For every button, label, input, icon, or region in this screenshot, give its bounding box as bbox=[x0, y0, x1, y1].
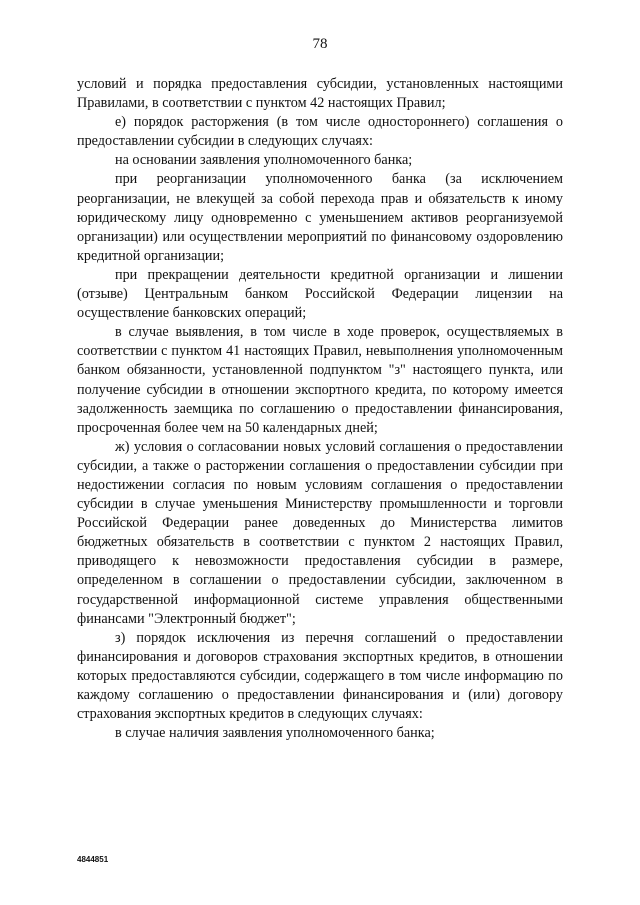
document-body bbox=[77, 75, 563, 743]
page-number: 78 bbox=[312, 36, 328, 52]
paragraph: при реорганизации уполномоченного банка (за исключением реорганизации, не влекущей за собой перехода прав и обязательств к иному юридическому лицу одновременно с уменьшением активов реорганизуемой организации) или осуществлении мероприятий по финансовому оздоровлению кредитной организации; bbox=[77, 171, 563, 264]
paragraph: условий и порядка предоставления субсидии, установленных настоящими Правилами, в соответствии с пунктом 42 настоящих Правил; bbox=[77, 76, 563, 112]
document-code: 4844851 bbox=[77, 855, 109, 864]
paragraph: на основании заявления уполномоченного банка; bbox=[115, 152, 413, 169]
paragraph: ж) условия о согласовании новых условий соглашения о предоставлении субсидии, а также о расторжении соглашения о предоставлении субсидии при недостижении согласия по новым условиям соглашения о предоставлении субсидии в случае уменьшения Министерству промышленности и торговли Российской Федерации ранее доведенных до Министерства лимитов бюджетных обязательств в соответствии с пунктом 2 настоящих Правил, приводящего к невозможности предоставления субсидии в размере, определенном в соглашении о предоставлении субсидии, заключенном в государственной информационной системе управления общественными финансами "Электронный бюджет"; bbox=[77, 438, 563, 627]
paragraph: в случае наличия заявления уполномоченного банка; bbox=[115, 725, 435, 742]
paragraph: з) порядок исключения из перечня соглашений о предоставлении финансирования и договоров страхования экспортных кредитов, в отношении которых предоставляются субсидии, содержащего в том числе информацию по каждому соглашению о предоставлении финансирования и (или) договору страхования экспортных кредитов в следующих случаях: bbox=[77, 629, 563, 723]
paragraph: при прекращении деятельности кредитной организации и лишении (отзыве) Центральным банком Российской Федерации лицензии на осуществление банковских операций; bbox=[77, 266, 563, 322]
paragraph: е) порядок расторжения (в том числе одностороннего) соглашения о предоставлении субсидии в следующих случаях: bbox=[77, 114, 563, 150]
paragraph: в случае выявления, в том числе в ходе проверок, осуществляемых в соответствии с пунктом 41 настоящих Правил, невыполнения уполномоченным банком обязанности, установленной подпунктом "з" настоящего пункта, или получение субсидии в отношении экспортного кредита, по которому имеется задолженность заемщика по соглашению о предоставлении финансирования, просроченная более чем на 50 календарных дней; bbox=[77, 324, 563, 436]
